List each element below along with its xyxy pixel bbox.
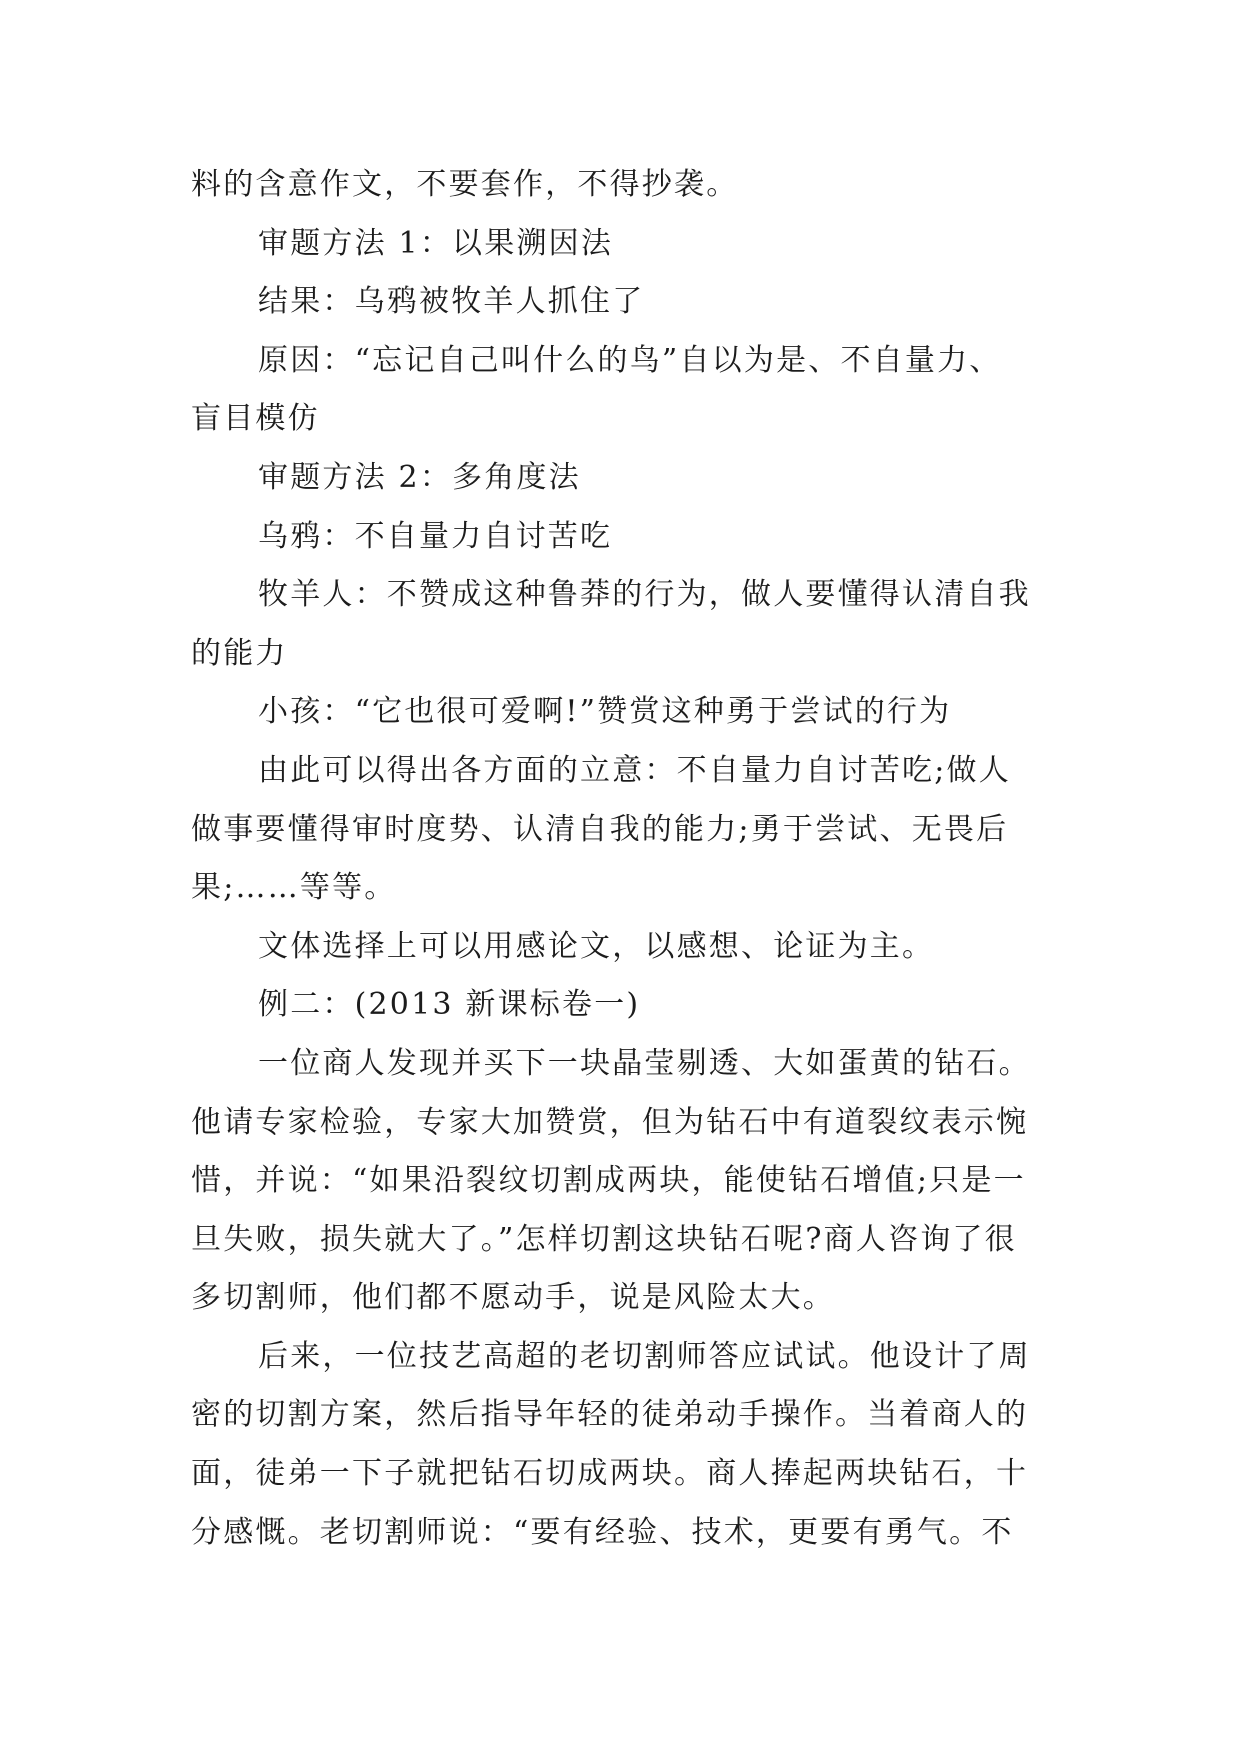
- text-line: 原因：“忘记自己叫什么的鸟”自以为是、不自量力、: [258, 342, 1002, 378]
- text-line: 密的切割方案，然后指导年轻的徒弟动手操作。当着商人的: [191, 1397, 1029, 1433]
- text-line: 他请专家检验，专家大加赞赏，但为钻石中有道裂纹表示惋: [191, 1104, 1029, 1140]
- text-line: 面，徒弟一下子就把钻石切成两块。商人捧起两块钻石，十: [191, 1456, 1029, 1492]
- text-line: 例二：(2013 新课标卷一): [258, 987, 641, 1023]
- text-line: 惜，并说：“如果沿裂纹切割成两块，能使钻石增值;只是一: [191, 1163, 1026, 1199]
- paragraph-child: [191, 683, 1091, 742]
- paragraph-method-2-heading: [191, 449, 1091, 508]
- text-line: 审题方法 1：以果溯因法: [258, 225, 614, 261]
- paragraph-crow: [191, 508, 1091, 567]
- paragraph-story-2: [191, 1328, 1091, 1562]
- text-line: 果;……等等。: [191, 870, 397, 906]
- text-line: 一位商人发现并买下一块晶莹剔透、大如蛋黄的钻石。: [258, 1045, 1031, 1081]
- paragraph-shepherd: [191, 566, 1091, 683]
- text-line: 文体选择上可以用感论文，以感想、论证为主。: [258, 928, 935, 964]
- text-line: 结果：乌鸦被牧羊人抓住了: [258, 284, 645, 320]
- text-line: 的能力: [191, 635, 288, 671]
- text-line: 乌鸦：不自量力自讨苦吃: [258, 518, 613, 554]
- text-line: 分感慨。老切割师说：“要有经验、技术，更要有勇气。不: [191, 1514, 1014, 1550]
- text-line: 由此可以得出各方面的立意：不自量力自讨苦吃;做人: [258, 752, 1011, 788]
- document-body: [191, 156, 1091, 1562]
- paragraph-genre: [191, 918, 1091, 977]
- paragraph-result: [191, 273, 1091, 332]
- text-line: 后来，一位技艺高超的老切割师答应试试。他设计了周: [258, 1338, 1031, 1374]
- text-line: 盲目模仿: [191, 401, 320, 437]
- text-line: 多切割师，他们都不愿动手，说是风险太大。: [191, 1280, 835, 1316]
- text-line: 旦失败，损失就大了。”怎样切割这块钻石呢?商人咨询了很: [191, 1221, 1017, 1257]
- paragraph-method-1-heading: [191, 215, 1091, 274]
- paragraph-cause: [191, 332, 1091, 449]
- paragraph-conclusion: [191, 742, 1091, 918]
- text-line: 牧羊人：不赞成这种鲁莽的行为，做人要懂得认清自我: [258, 577, 1031, 613]
- paragraph-continuation: [191, 156, 1091, 215]
- text-line: 做事要懂得审时度势、认清自我的能力;勇于尝试、无畏后: [191, 811, 1009, 847]
- paragraph-story-1: [191, 1035, 1091, 1328]
- text-line: 小孩：“它也很可爱啊!”赞赏这种勇于尝试的行为: [258, 694, 952, 730]
- text-line: 审题方法 2：多角度法: [258, 459, 581, 495]
- paragraph-example-2-heading: [191, 976, 1091, 1035]
- text-line: 料的含意作文，不要套作，不得抄袭。: [191, 167, 739, 202]
